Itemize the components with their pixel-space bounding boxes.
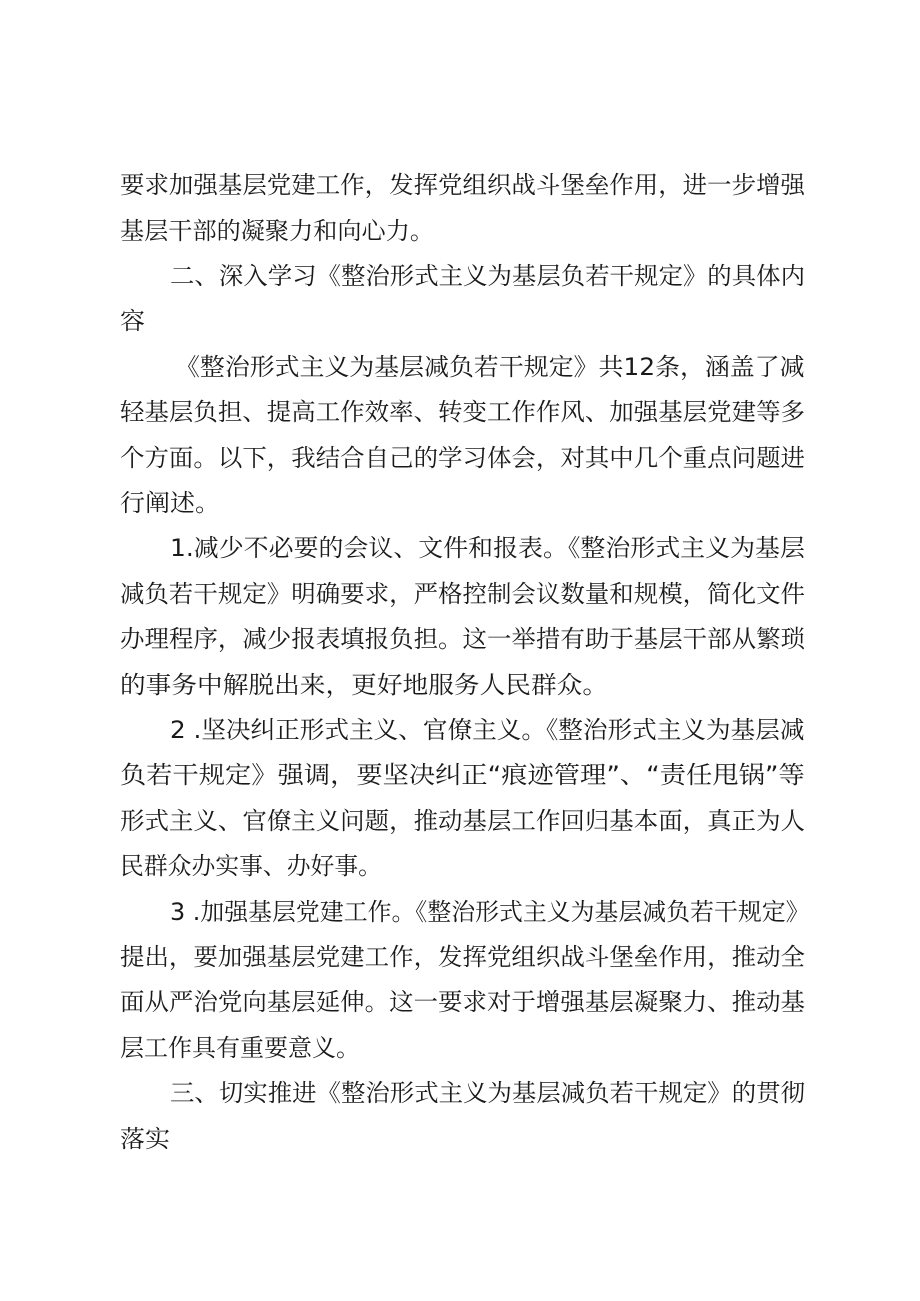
list-item-line: 3 .加强基层党建工作。《整治形式主义为基层减负若干规定》 <box>170 898 810 926</box>
text-line: 要求加强基层党建工作，发挥党组织战斗堡垒作用，进一步增强 <box>120 171 805 199</box>
list-item-line: 形式主义、官僚主义问题，推动基层工作回归基本面，真正为人 <box>120 807 805 835</box>
section-heading-line: 二、深入学习《整治形式主义为基层负若干规定》的具体内 <box>170 262 805 290</box>
section-heading-line: 三、切实推进《整治形式主义为基层减负若干规定》的贯彻 <box>170 1079 805 1107</box>
section-heading-line: 容 <box>120 307 145 335</box>
list-item-line: 负若干规定》强调，要坚决纠正“痕迹管理”、“责任甩锅”等 <box>120 761 805 789</box>
list-item-line: 减负若干规定》明确要求，严格控制会议数量和规模，简化文件 <box>120 580 805 608</box>
text-line: 轻基层负担、提高工作效率、转变工作作风、加强基层党建等多 <box>120 398 805 426</box>
list-item-line: 层工作具有重要意义。 <box>120 1034 360 1062</box>
list-item-line: 的事务中解脱出来，更好地服务人民群众。 <box>120 671 608 699</box>
list-item-line: 办理程序，减少报表填报负担。这一举措有助于基层干部从繁琐 <box>120 625 805 653</box>
text-line: 个方面。以下，我结合自己的学习体会，对其中几个重点问题进 <box>120 444 805 472</box>
text-line: 《整治形式主义为基层减负若干规定》共12条，涵盖了减 <box>175 353 805 381</box>
text-line: 行阐述。 <box>120 489 220 517</box>
list-item-line: 提出，要加强基层党建工作，发挥党组织战斗堡垒作用，推动全 <box>120 943 805 971</box>
section-heading-line: 落实 <box>120 1125 170 1153</box>
list-item-line: 2 .坚决纠正形式主义、官僚主义。《整治形式主义为基层减 <box>170 716 805 744</box>
list-item-line: 1.减少不必要的会议、文件和报表。《整治形式主义为基层 <box>170 534 805 562</box>
list-item-line: 面从严治党向基层延伸。这一要求对于增强基层凝聚力、推动基 <box>120 988 805 1016</box>
list-item-line: 民群众办实事、办好事。 <box>120 852 382 880</box>
text-line: 基层干部的凝聚力和向心力。 <box>120 217 434 245</box>
